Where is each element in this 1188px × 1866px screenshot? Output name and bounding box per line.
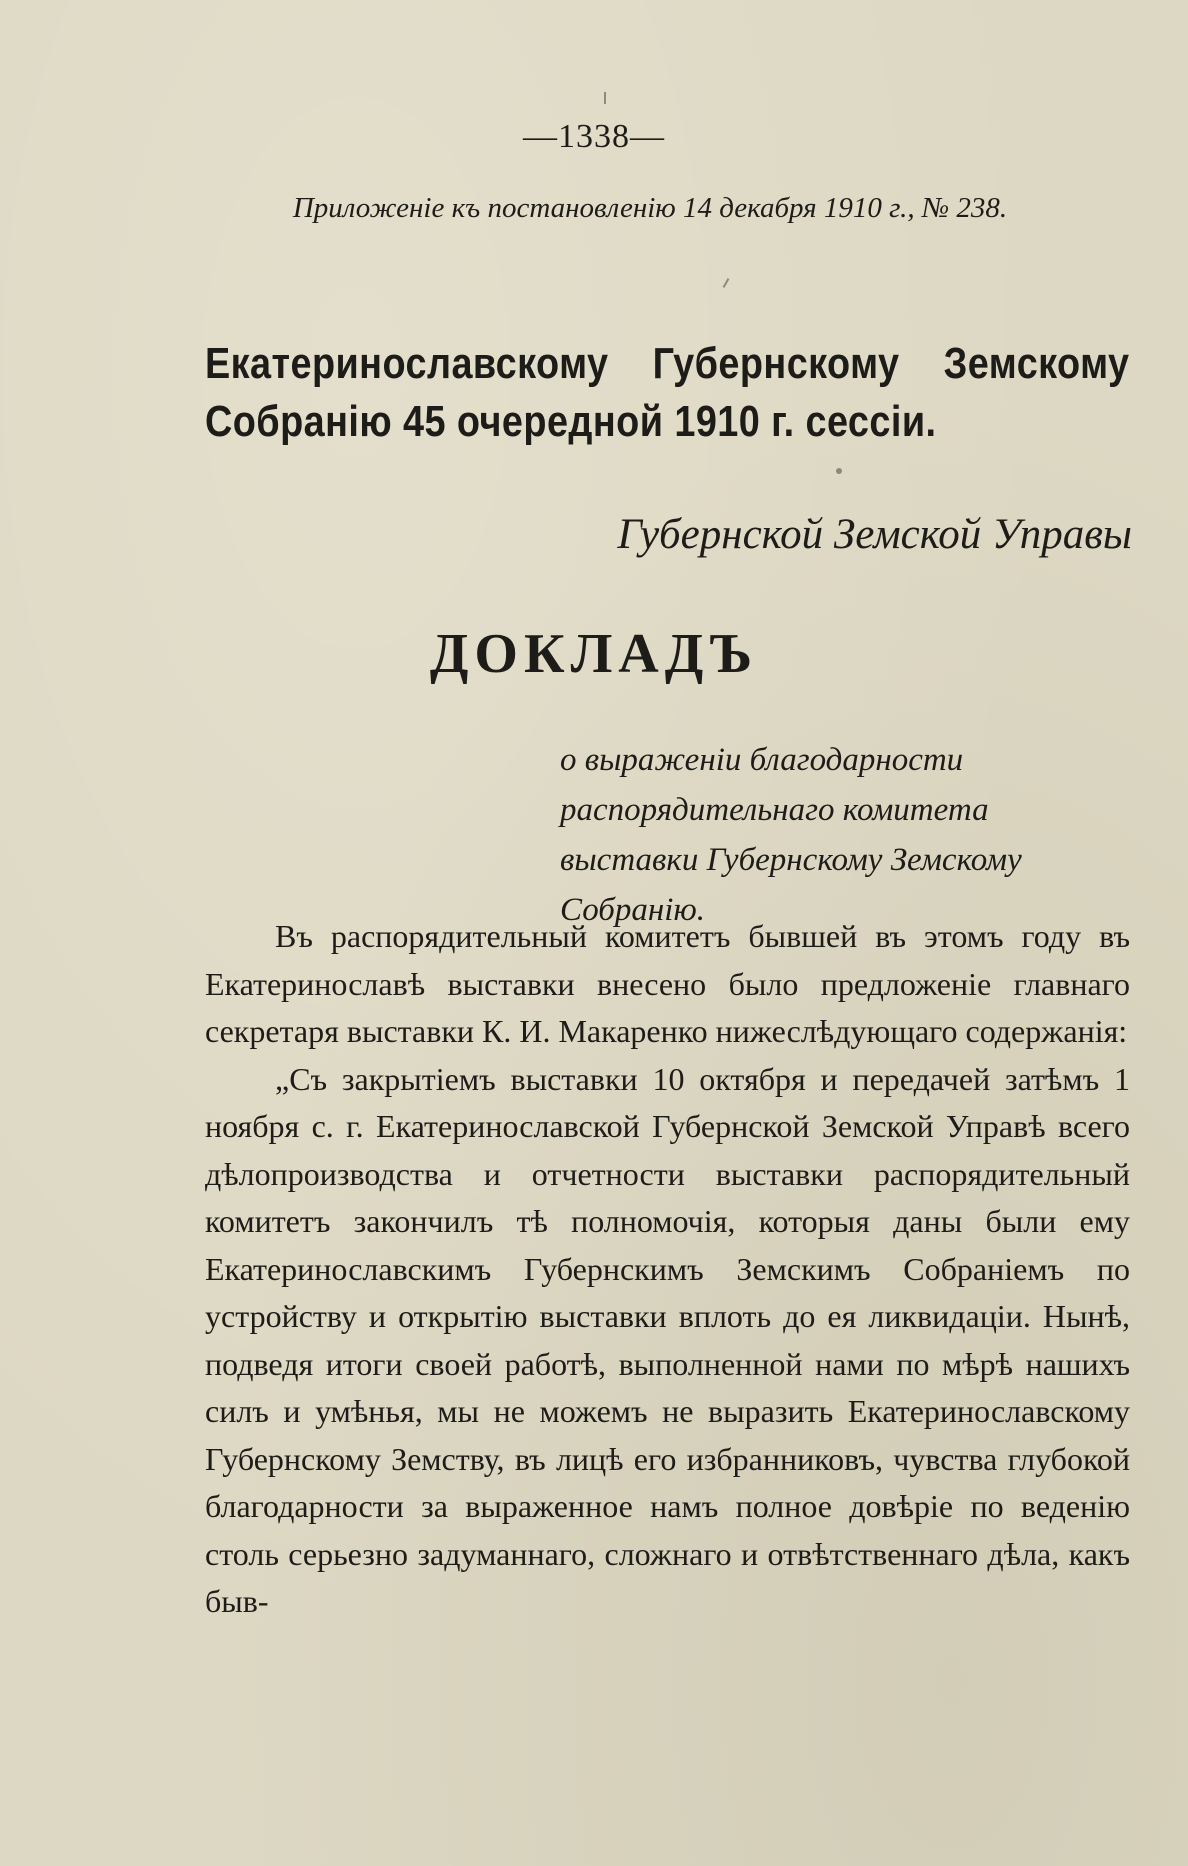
body-paragraph: „Съ закрытіемъ выставки 10 октября и передачей затѣмъ 1 ноября с. г. Екатеринославской Губернской Земской Управѣ всего дѣлопроизводства и отчетности выставки распорядительный комитетъ закончилъ тѣ полномочія, которыя даны были ему Екатеринославскимъ Губернскимъ Земскимъ Собраніемъ по устройству и открытію выставки вплоть до ея ликвидаціи. Нынѣ, подведя итоги своей работѣ, выполненной нами по мѣрѣ нашихъ силъ и умѣнья, мы не можемъ не выразить Екатеринославскому Губернскому Земству, въ лицѣ его избранниковъ, чувства глубокой благодарности за выраженное намъ полное довѣріе по веденію столь серьезно задуманнаго, сложнаго и отвѣтственнаго дѣла, какъ быв- <box>205 1060 1130 1619</box>
appendix-note: Приложеніе къ постановленію 14 декабря 1910 г., № 238. <box>292 192 1008 224</box>
scan-speck <box>723 278 730 288</box>
addressee-heading: Екатеринославскому Губернскому Земскому Собранію 45 очередной 1910 г. сессіи. <box>205 339 1130 446</box>
issuer-line: Губернской Земской Управы <box>617 511 1132 558</box>
scan-speck <box>836 468 842 474</box>
document-title: ДОКЛАДЪ <box>429 623 759 685</box>
report-subject: о выраженіи благодарности распорядительнаго комитета выставки Губернскому Земскому Собранію. <box>560 742 1022 928</box>
page-number: —1338— <box>523 118 665 155</box>
scan-speck <box>604 92 606 104</box>
body-paragraph: Въ распорядительный комитетъ бывшей въ этомъ году въ Екатеринославѣ выставки внесено было предложеніе главнаго секретаря выставки К. И. Макаренко нижеслѣдующаго содержанія: <box>205 918 1130 1049</box>
report-body <box>205 913 1130 1626</box>
